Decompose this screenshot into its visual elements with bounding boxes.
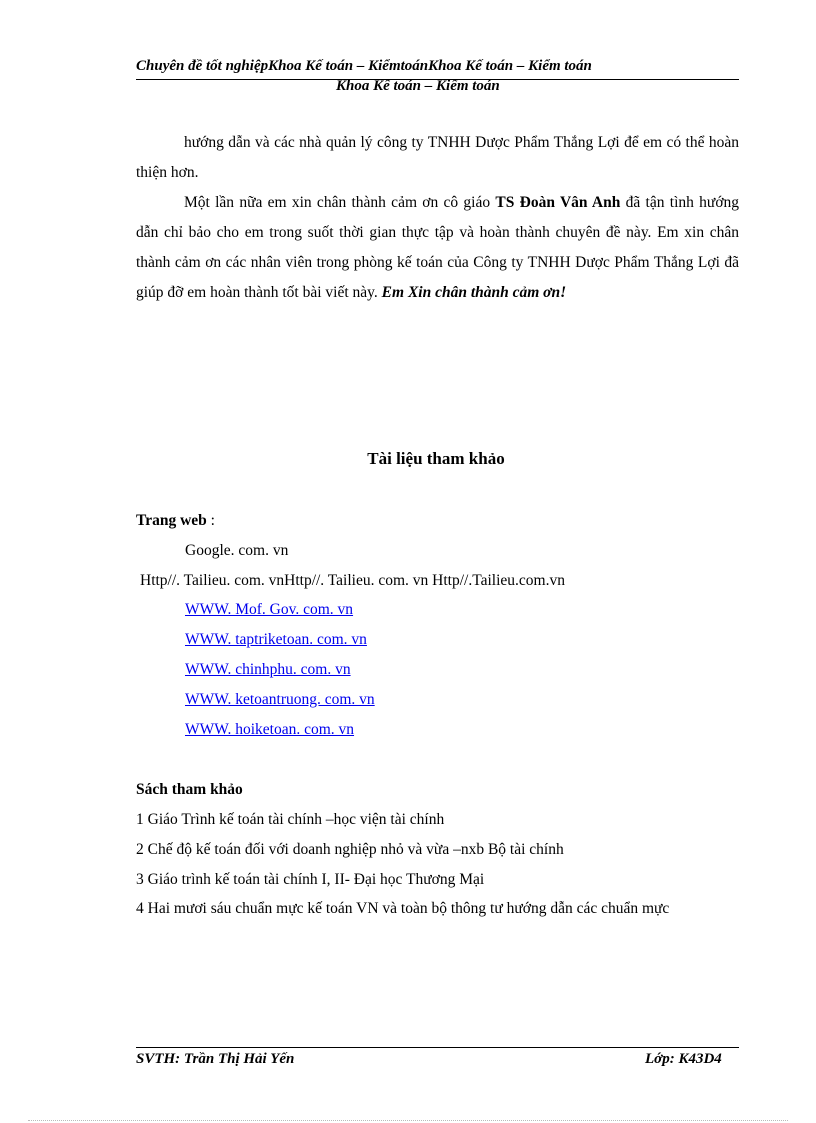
web-colon: : xyxy=(206,512,215,529)
footer-student: SVTH: Trần Thị Hải Yến xyxy=(136,1051,295,1067)
teacher-name: TS Đoàn Vân Anh xyxy=(495,194,621,211)
book-item: 3 Giáo trình kế toán tài chính I, II- Đại học Thương Mại xyxy=(136,871,485,888)
book-item: 4 Hai mươi sáu chuẩn mực kế toán VN và toàn bộ thông tư hướng dẫn các chuẩn mực xyxy=(136,900,670,917)
footer-class: Lớp: K43D4 xyxy=(645,1051,722,1067)
tailieu-line: Http//. Tailieu. com. vnHttp//. Tailieu. com. vn Http//.Tailieu.com.vn xyxy=(140,572,565,589)
intro-paragraph-2 xyxy=(136,188,739,308)
link-hoiketoan[interactable]: WWW. hoiketoan. com. vn xyxy=(185,721,355,738)
intro-paragraph-1: hướng dẫn và các nhà quản lý công ty TNHH Dược Phẩm Thắng Lợi để em có thể hoàn thiện hơn. xyxy=(136,134,739,181)
thanks-text: Em Xin chân thành cảm ơn! xyxy=(381,284,567,301)
header-title: Chuyên đề tốt nghiệpKhoa Kế toán – KiểmtoánKhoa Kế toán – Kiểm toán xyxy=(136,58,592,74)
header-subtitle: Khoa Kế toán – Kiểm toán xyxy=(336,78,500,94)
intro-p2-text-a: Một lần nữa em xin chân thành cảm ơn cô giáo xyxy=(184,194,496,211)
book-item: 1 Giáo Trình kế toán tài chính –học viện tài chính xyxy=(136,811,445,828)
link-ketoantruong[interactable]: WWW. ketoantruong. com. vn xyxy=(185,691,375,708)
book-item: 2 Chế độ kế toán đối với doanh nghiệp nhỏ và vừa –nxb Bộ tài chính xyxy=(136,841,564,858)
intro-p2-text-b: đã tận tình hướng dẫn chỉ bảo cho em trong suốt thời gian thực tập và hoàn thành chuyên đề này. Em xin chân thành cảm ơn các nhân viên trong phòng kế toán của Công ty TNHH Dược Phẩm Thắng Lợi đã giúp đỡ em hoàn thành tốt bài viết này. xyxy=(136,194,740,301)
web-heading xyxy=(136,512,215,530)
link-mof[interactable]: WWW. Mof. Gov. com. vn xyxy=(185,601,354,618)
link-taptriketoan[interactable]: WWW. taptriketoan. com. vn xyxy=(185,631,367,648)
google-line: Google. com. vn xyxy=(185,542,289,559)
link-chinhphu[interactable]: WWW. chinhphu. com. vn xyxy=(185,661,351,678)
references-title: Tài liệu tham khảo xyxy=(367,449,505,468)
books-heading: Sách tham khảo xyxy=(136,781,243,798)
page-bottom-border xyxy=(28,1120,788,1121)
web-label: Trang web xyxy=(136,512,207,529)
footer-divider xyxy=(136,1047,739,1048)
